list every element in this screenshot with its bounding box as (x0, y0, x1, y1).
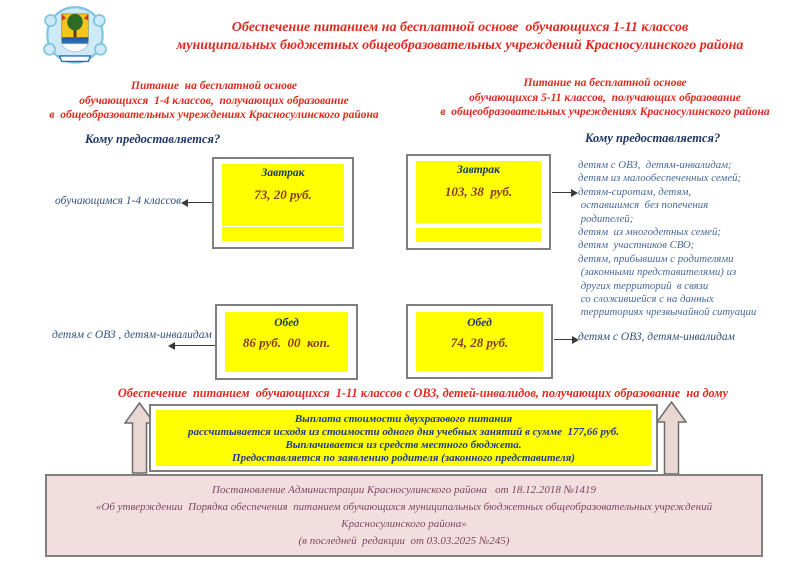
decree-line3: Красносулинского района» (341, 518, 467, 530)
left-breakfast-recipient: обучающимся 1-4 классов (55, 195, 182, 207)
recipient-line: детям из малообеспеченных семей; (578, 172, 742, 185)
decree-panel (45, 474, 763, 557)
home-education-heading: Обеспечение питанием обучающихся 1-11 классов с ОВЗ, детей-инвалидов, получающих образование на дому (117, 386, 729, 400)
home-detail-line4: Предоставляется по заявлению родителя (законного представителя) (232, 452, 575, 464)
recipient-line: детям, прибывшим с родителями (578, 252, 734, 265)
recipient-line: детям с ОВЗ, детям-инвалидам; (578, 159, 732, 171)
right-breakfast-highlight (416, 161, 541, 223)
left-column-header (18, 79, 410, 123)
left-header-line3: в общеобразовательных учреждениях Красносулинского района (49, 109, 379, 121)
recipient-line: других территорий в связи (578, 279, 709, 292)
recipient-line: (законными представителями) из (578, 266, 737, 279)
arrow-left-icon (181, 199, 188, 207)
left-lunch-highlight (225, 312, 348, 372)
right-breakfast-box (406, 154, 551, 250)
right-header-line1: Питание на бесплатной основе (523, 77, 687, 89)
decree-line2: «Об утверждении Порядка обеспечения питанием обучающихся муниципальных бюджетных общеобразовательных учреждений (95, 501, 713, 513)
recipient-line: оставшимся без попечения (578, 199, 709, 212)
right-column-header (414, 76, 796, 120)
recipient-line: родителей; (578, 212, 634, 225)
arrow-line (554, 339, 572, 340)
right-breakfast-price: 103, 38 руб. (444, 184, 513, 199)
arrow-line (174, 345, 215, 346)
decree-line4: (в последней редакции от 03.03.2025 №245) (298, 535, 510, 547)
right-lunch-price: 74, 28 руб. (450, 335, 509, 350)
arrow-right-icon (571, 189, 578, 197)
arrow-line (187, 202, 212, 203)
left-header-line2: обучающихся 1-4 классов, получающих образование (79, 94, 349, 107)
left-lunch-box (215, 304, 358, 380)
right-lunch-box (406, 304, 553, 379)
home-education-details (156, 410, 651, 466)
right-breakfast-label: Завтрак (456, 164, 500, 176)
recipient-line: детям участников СВО; (578, 239, 695, 252)
right-header-line2: обучающихся 5-11 классов, получающих образование (469, 91, 741, 104)
home-detail-line3: Выплачивается из средств местного бюджета. (285, 439, 522, 451)
right-breakfast-recipients (578, 159, 796, 320)
home-education-box (149, 404, 658, 472)
arrow-line (552, 192, 571, 193)
right-lunch-highlight (416, 312, 543, 371)
recipient-line: территориях чрезвычайной ситуации (578, 306, 757, 319)
left-lunch-recipient: детям с ОВЗ , детям-инвалидам (52, 329, 212, 341)
recipient-line: со сложившейся с на данных (578, 293, 714, 306)
district-coat-of-arms-icon (36, 5, 114, 67)
slide-title-line1: Обеспечение питанием на бесплатной основе обучающихся 1-11 классов (231, 20, 689, 35)
left-breakfast-highlight (222, 164, 344, 226)
recipient-line: детям-сиротам, детям, (578, 185, 692, 198)
right-question: Кому предоставляется? (585, 131, 721, 145)
right-lunch-label: Обед (467, 317, 492, 329)
left-lunch-price: 86 руб. 00 коп. (242, 335, 331, 350)
slide-title-line2: муниципальных бюджетных общеобразовательных учреждений Красносулинского района (176, 38, 744, 53)
right-breakfast-strip (416, 228, 541, 242)
right-header-line3: в общеобразовательных учреждениях Красносулинского района (440, 106, 770, 118)
left-breakfast-box (212, 157, 354, 249)
left-breakfast-strip (222, 227, 344, 241)
left-lunch-label: Обед (274, 317, 299, 329)
arrow-up-icon (656, 401, 687, 475)
home-detail-line2: рассчитывается исходя из стоимости одного дня учебных занятий в сумме 177,66 руб. (187, 426, 620, 438)
left-header-line1: Питание на бесплатной основе (131, 80, 297, 92)
decree-line1: Постановление Администрации Красносулинского района от 18.12.2018 №1419 (212, 484, 596, 496)
left-breakfast-label: Завтрак (261, 167, 305, 179)
right-lunch-recipient: детям с ОВЗ, детям-инвалидам (578, 331, 735, 343)
left-question: Кому предоставляется? (85, 132, 221, 146)
recipient-line: детям из многодетных семей; (578, 226, 721, 239)
arrow-left-icon (168, 342, 175, 350)
home-detail-line1: Выплата стоимости двухразового питания (294, 413, 513, 425)
left-breakfast-price: 73, 20 руб. (254, 187, 312, 202)
slide-title (148, 19, 772, 55)
